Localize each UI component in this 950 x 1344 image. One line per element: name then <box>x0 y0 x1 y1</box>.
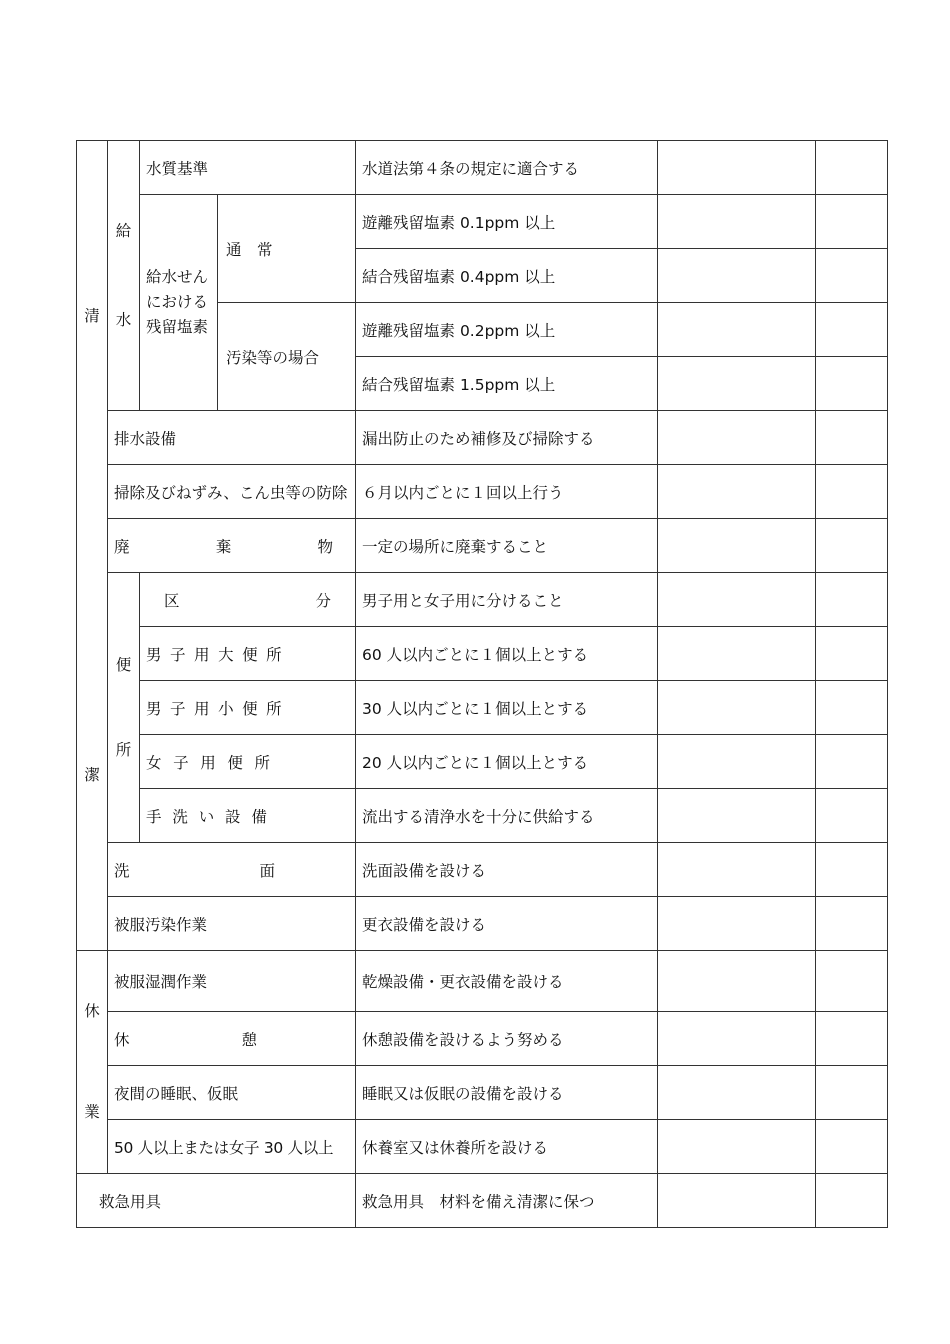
item-soji: 掃除及びねずみ、こん虫等の防除 <box>108 465 356 519</box>
subcategory-kyusui-top: 給 <box>115 221 132 240</box>
table-row <box>77 735 888 789</box>
table-row <box>77 1012 888 1066</box>
category-seiketsu-bottom: 潔 <box>84 765 100 784</box>
blank-cell <box>816 1174 888 1228</box>
item-joshi: 女子用便所 <box>140 735 356 789</box>
sanitation-standards-table <box>76 140 888 1228</box>
blank-cell <box>816 951 888 1012</box>
label-tsujo: 通 常 <box>218 195 356 303</box>
req-hifuku-shitsu: 乾燥設備・更衣設備を設ける <box>356 951 658 1012</box>
blank-cell <box>658 1012 816 1066</box>
item-kubun: 区 分 <box>140 573 356 627</box>
blank-cell <box>658 141 816 195</box>
blank-cell <box>658 303 816 357</box>
table-row <box>77 1120 888 1174</box>
table-row <box>77 573 888 627</box>
blank-cell <box>816 681 888 735</box>
blank-cell <box>816 303 888 357</box>
blank-cell <box>658 843 816 897</box>
blank-cell <box>658 789 816 843</box>
req-kubun: 男子用と女子用に分けること <box>356 573 658 627</box>
table-row <box>77 843 888 897</box>
subcategory-benjo-bottom: 所 <box>115 740 132 759</box>
blank-cell <box>816 357 888 411</box>
item-hifuku-osen: 被服汚染作業 <box>108 897 356 951</box>
table-row <box>77 195 888 249</box>
item-danshi-sho: 男子用小便所 <box>140 681 356 735</box>
item-suishitsu: 水質基準 <box>140 141 356 195</box>
blank-cell <box>816 1120 888 1174</box>
category-seiketsu-top: 清 <box>84 306 100 325</box>
blank-cell <box>816 573 888 627</box>
req-hifuku-osen: 更衣設備を設ける <box>356 897 658 951</box>
req-yakan: 睡眠又は仮眠の設備を設ける <box>356 1066 658 1120</box>
blank-cell <box>816 1012 888 1066</box>
table-row <box>77 519 888 573</box>
table-row <box>77 897 888 951</box>
blank-cell <box>658 465 816 519</box>
blank-cell <box>658 1066 816 1120</box>
blank-cell <box>658 519 816 573</box>
subcategory-kyusui-bottom: 水 <box>115 310 132 329</box>
table-row <box>77 951 888 1012</box>
blank-cell <box>658 357 816 411</box>
req-haikibutsu: 一定の場所に廃棄すること <box>356 519 658 573</box>
blank-cell <box>658 897 816 951</box>
req-tsujo-1: 遊離残留塩素 0.1ppm 以上 <box>356 195 658 249</box>
item-danshi-dai: 男子用大便所 <box>140 627 356 681</box>
table-row <box>77 1174 888 1228</box>
blank-cell <box>816 1066 888 1120</box>
req-tearai: 流出する清浄水を十分に供給する <box>356 789 658 843</box>
req-suishitsu: 水道法第４条の規定に適合する <box>356 141 658 195</box>
req-senmen: 洗面設備を設ける <box>356 843 658 897</box>
req-haisui: 漏出防止のため補修及び掃除する <box>356 411 658 465</box>
category-kyugyo-top: 休 <box>84 1002 100 1021</box>
table-row <box>77 627 888 681</box>
subcategory-benjo <box>108 573 140 843</box>
item-zanryu-enso: 給水せんにおける残留塩素 <box>140 195 218 411</box>
blank-cell <box>658 411 816 465</box>
blank-cell <box>658 951 816 1012</box>
blank-cell <box>816 897 888 951</box>
req-tsujo-2: 結合残留塩素 0.4ppm 以上 <box>356 249 658 303</box>
blank-cell <box>816 735 888 789</box>
blank-cell <box>816 249 888 303</box>
table-row <box>77 789 888 843</box>
blank-cell <box>658 681 816 735</box>
item-yoshitsu: 50 人以上または女子 30 人以上 <box>108 1120 356 1174</box>
req-kyukyu: 救急用具 材料を備え清潔に保つ <box>356 1174 658 1228</box>
blank-cell <box>658 627 816 681</box>
blank-cell <box>658 249 816 303</box>
item-haikibutsu: 廃 棄 物 <box>108 519 356 573</box>
category-seiketsu <box>77 141 108 951</box>
table-row <box>77 411 888 465</box>
table-row <box>77 141 888 195</box>
blank-cell <box>658 195 816 249</box>
table-row <box>77 681 888 735</box>
subcategory-benjo-top: 便 <box>115 655 132 674</box>
blank-cell <box>816 627 888 681</box>
blank-cell <box>816 465 888 519</box>
item-senmen: 洗 面 <box>108 843 356 897</box>
category-kyugyo <box>77 951 108 1174</box>
item-tearai: 手洗い設備 <box>140 789 356 843</box>
blank-cell <box>816 411 888 465</box>
blank-cell <box>658 735 816 789</box>
table-row <box>77 465 888 519</box>
req-kyukei: 休憩設備を設けるよう努める <box>356 1012 658 1066</box>
req-soji: ６月以内ごとに１回以上行う <box>356 465 658 519</box>
table-row <box>77 1066 888 1120</box>
req-danshi-dai: 60 人以内ごとに１個以上とする <box>356 627 658 681</box>
blank-cell <box>658 573 816 627</box>
category-kyugyo-bottom: 業 <box>84 1103 100 1121</box>
blank-cell <box>658 1174 816 1228</box>
req-osen-2: 結合残留塩素 1.5ppm 以上 <box>356 357 658 411</box>
blank-cell <box>816 843 888 897</box>
req-yoshitsu: 休養室又は休養所を設ける <box>356 1120 658 1174</box>
item-haisui: 排水設備 <box>108 411 356 465</box>
label-osen: 汚染等の場合 <box>218 303 356 411</box>
blank-cell <box>816 195 888 249</box>
item-kyukyu: 救急用具 <box>77 1174 356 1228</box>
subcategory-kyusui <box>108 141 140 411</box>
item-yakan: 夜間の睡眠、仮眠 <box>108 1066 356 1120</box>
item-hifuku-shitsu: 被服湿潤作業 <box>108 951 356 1012</box>
blank-cell <box>816 519 888 573</box>
blank-cell <box>816 789 888 843</box>
item-kyukei: 休 憩 <box>108 1012 356 1066</box>
blank-cell <box>658 1120 816 1174</box>
req-osen-1: 遊離残留塩素 0.2ppm 以上 <box>356 303 658 357</box>
blank-cell <box>816 141 888 195</box>
req-danshi-sho: 30 人以内ごとに１個以上とする <box>356 681 658 735</box>
req-joshi: 20 人以内ごとに１個以上とする <box>356 735 658 789</box>
